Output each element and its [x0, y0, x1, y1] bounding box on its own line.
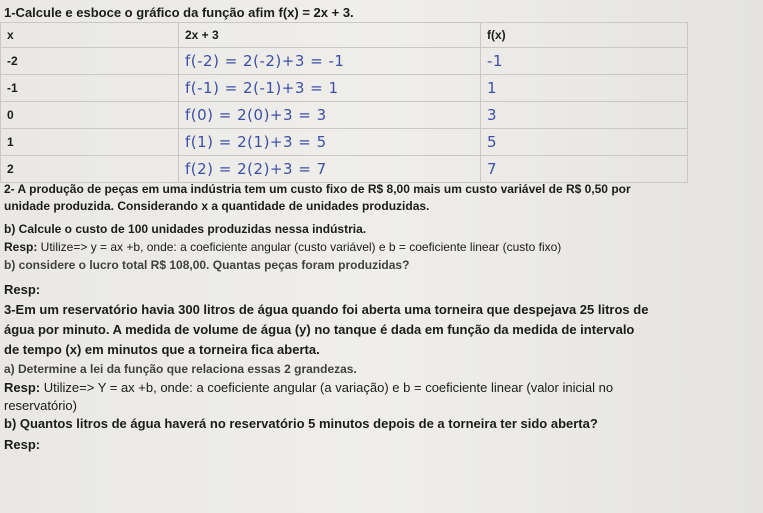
q2-part-b2: b) considere o lucro total R$ 108,00. Quantas peças foram produzidas?: [4, 258, 410, 272]
cell-x: 2: [1, 156, 179, 183]
cell-work: f(-2) = 2(-2)+3 = -1: [179, 48, 481, 75]
q1-title: 1-Calcule e esboce o gráfico da função afim f(x) = 2x + 3.: [4, 5, 354, 20]
q2-part-b1: b) Calcule o custo de 100 unidades produzidas nessa indústria.: [4, 222, 367, 236]
header-fx: f(x): [481, 23, 688, 48]
cell-fx: 7: [481, 156, 688, 183]
q3-part-b: b) Quantos litros de água haverá no reservatório 5 minutos depois de a torneira ter sido aberta?: [4, 416, 598, 431]
cell-fx: -1: [481, 48, 688, 75]
cell-fx: 5: [481, 129, 688, 156]
resp-hint-text: Utilize=> y = ax +b, onde: a coeficiente angular (custo variável) e b = coeficiente linear (custo fixo): [37, 240, 562, 254]
q2-resp2: Resp:: [4, 282, 41, 297]
table-row: [1, 48, 688, 75]
q3-part-a: a) Determine a lei da função que relaciona essas 2 grandezas.: [4, 362, 357, 376]
cell-work: f(-1) = 2(-1)+3 = 1: [179, 75, 481, 102]
q3-resp-hint: [4, 380, 613, 395]
cell-work: f(1) = 2(1)+3 = 5: [179, 129, 481, 156]
cell-work: f(2) = 2(2)+3 = 7: [179, 156, 481, 183]
cell-fx: 3: [481, 102, 688, 129]
q2-line2: unidade produzida. Considerando x a quantidade de unidades produzidas.: [4, 199, 430, 213]
cell-x: 0: [1, 102, 179, 129]
table-row: [1, 156, 688, 183]
q3-resp-hint-cont: reservatório): [4, 398, 77, 413]
cell-x: 1: [1, 129, 179, 156]
header-expression: 2x + 3: [179, 23, 481, 48]
table-header-row: [1, 23, 688, 48]
table-row: [1, 102, 688, 129]
q2-line1: 2- A produção de peças em uma indústria tem um custo fixo de R$ 8,00 mais um custo variável de R$ 0,50 por: [4, 182, 631, 196]
values-table: [0, 22, 688, 183]
q3-line2: água por minuto. A medida de volume de água (y) no tanque é dada em função da medida de intervalo: [4, 322, 635, 337]
table-row: [1, 75, 688, 102]
cell-work: f(0) = 2(0)+3 = 3: [179, 102, 481, 129]
cell-x: -1: [1, 75, 179, 102]
q3-line3: de tempo (x) em minutos que a torneira fica aberta.: [4, 342, 320, 357]
q3-resp2: Resp:: [4, 437, 41, 452]
q2-resp-hint: [4, 240, 561, 254]
resp-hint-text: Utilize=> Y = ax +b, onde: a coeficiente angular (a variação) e b = coeficiente linear (valor inicial no: [40, 380, 614, 395]
resp-label: Resp:: [4, 240, 38, 254]
resp-label: Resp:: [4, 380, 41, 395]
cell-fx: 1: [481, 75, 688, 102]
cell-x: -2: [1, 48, 179, 75]
table-row: [1, 129, 688, 156]
header-x: x: [1, 23, 179, 48]
q3-line1: 3-Em um reservatório havia 300 litros de água quando foi aberta uma torneira que despejava 25 litros de: [4, 302, 649, 317]
